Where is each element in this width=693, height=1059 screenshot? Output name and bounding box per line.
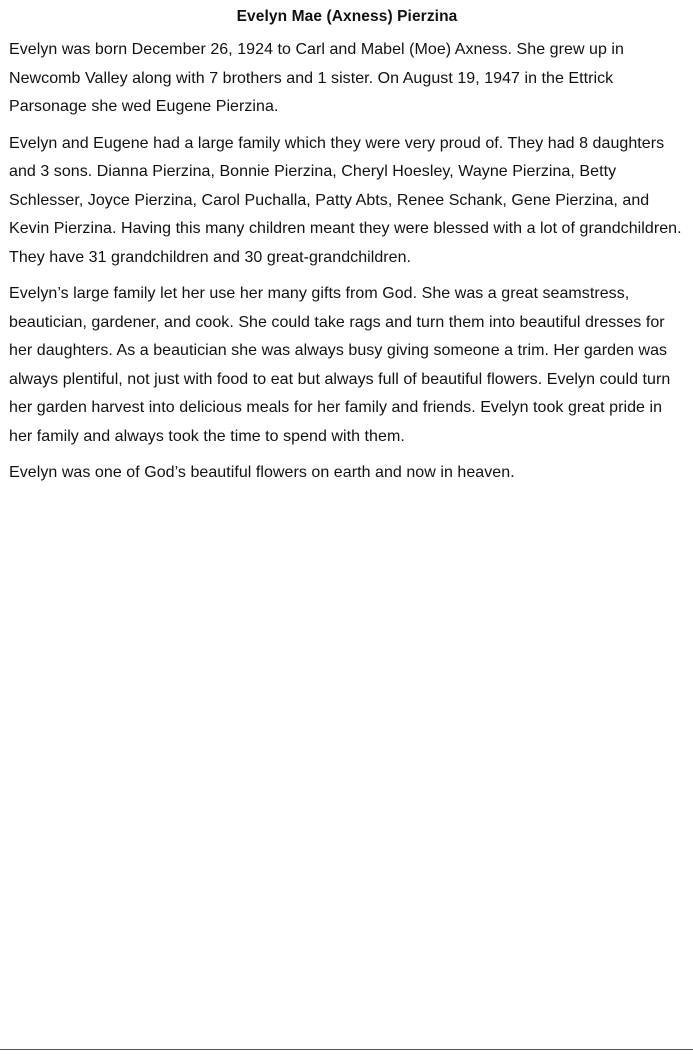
paragraph-gifts: Evelyn’s large family let her use her many gifts from God. She was a great seamstress, beautician, gardener, and cook. She could take rags and turn them into beautiful dresses for her daughters. As a beautician she was always busy giving someone a trim. Her garden was always plentiful, not just with food to eat but always full of beautiful flowers. Evelyn could turn her garden harvest into delicious meals for her family and friends. Evelyn took great pride in her family and always took the time to spend with them. xyxy=(9,285,671,445)
paragraph-family: Evelyn and Eugene had a large family which they were very proud of. They had 8 daughters and 3 sons. Dianna Pierzina, Bonnie Pierzina, Cheryl Hoesley, Wayne Pierzina, Betty Schlesser, Joyce Pierzina, Carol Puchalla, Patty Abts, Renee Schank, Gene Pierzina, and Kevin Pierzina. Having this many children meant they were blessed with a lot of grandchildren. They have 31 grandchildren and 30 great-grandchildren. xyxy=(9,134,682,266)
page-title: Evelyn Mae (Axness) Pierzina xyxy=(236,8,458,25)
paragraph-birth-and-marriage: Evelyn was born December 26, 1924 to Carl and Mabel (Moe) Axness. She grew up in Newcomb Valley along with 7 brothers and 1 sister. On August 19, 1947 in the Ettrick Parsonage she wed Eugene Pierzina. xyxy=(9,41,624,115)
bottom-divider xyxy=(0,1049,693,1050)
paragraph-closing: Evelyn was one of God’s beautiful flowers on earth and now in heaven. xyxy=(9,464,515,481)
